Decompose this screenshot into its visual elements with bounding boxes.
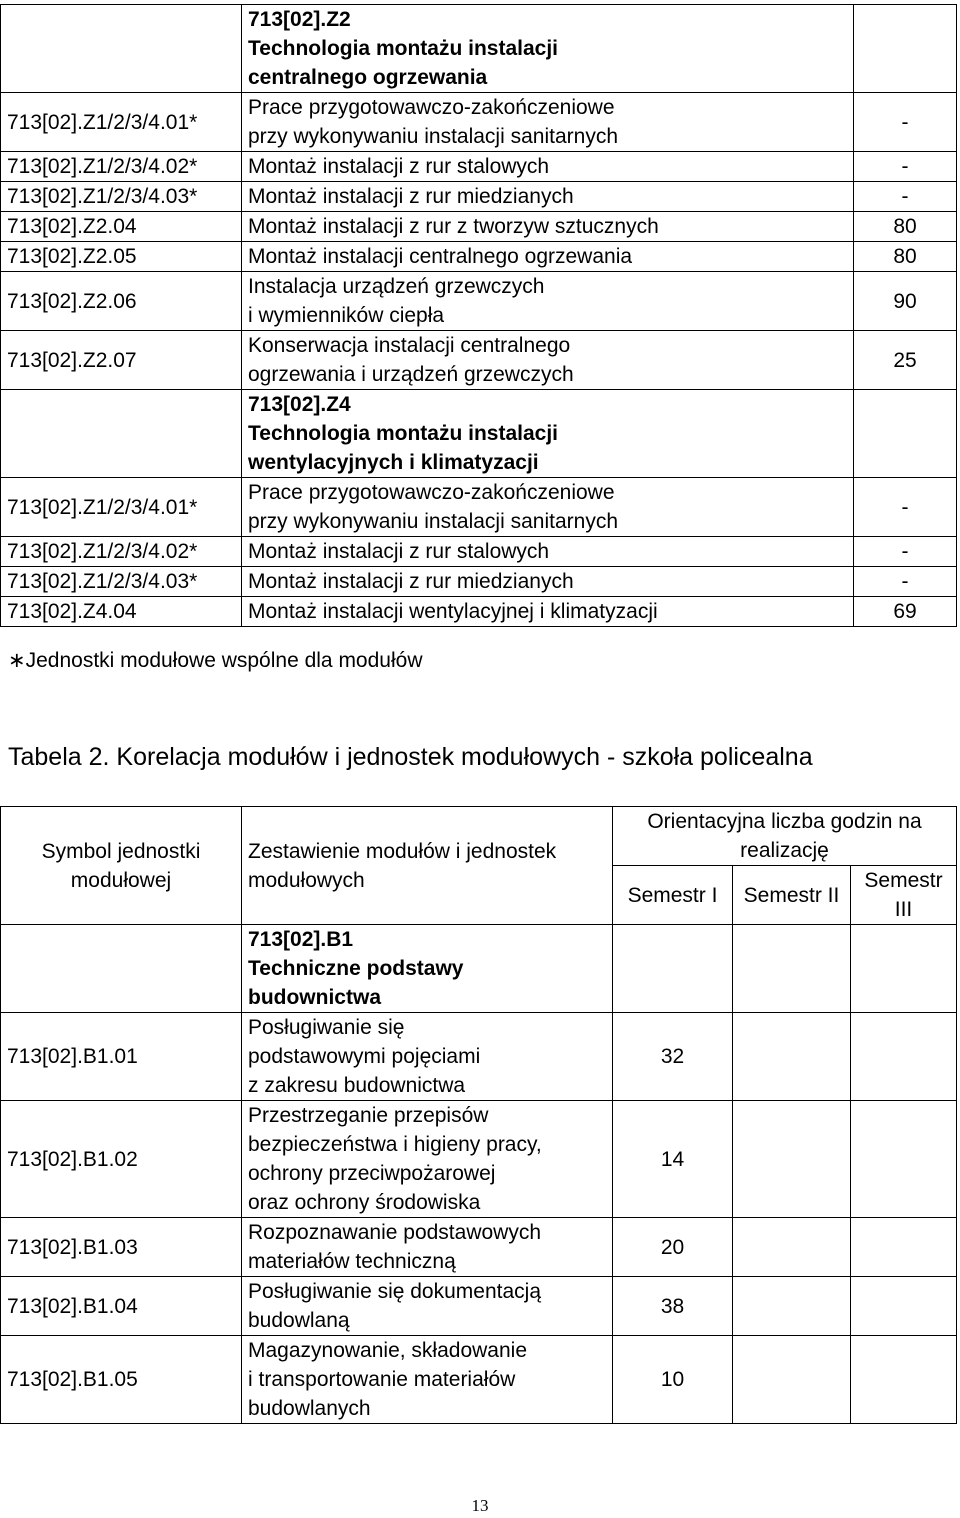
empty-cell xyxy=(613,925,733,1013)
sem2-hours xyxy=(733,1277,851,1336)
header-sem3: Semestr III xyxy=(851,866,957,925)
table-row xyxy=(1,1336,957,1424)
unit-name: Montaż instalacji z rur miedzianych xyxy=(242,182,854,212)
unit-hours: - xyxy=(854,567,957,597)
sem3-hours xyxy=(851,1218,957,1277)
unit-symbol: 713[02].Z1/2/3/4.02* xyxy=(1,537,242,567)
sem3-hours xyxy=(851,1013,957,1101)
unit-symbol: 713[02].Z1/2/3/4.03* xyxy=(1,567,242,597)
empty-cell xyxy=(733,925,851,1013)
empty-cell xyxy=(1,5,242,93)
correlation-table xyxy=(0,806,957,1424)
header-modules: Zestawienie modułów i jednostek modułowych xyxy=(242,807,613,925)
empty-cell xyxy=(854,390,957,478)
sem2-hours xyxy=(733,1013,851,1101)
unit-name: Posługiwanie się dokumentacją budowlaną xyxy=(242,1277,613,1336)
unit-name: Prace przygotowawczo-zakończeniowe przy wykonywaniu instalacji sanitarnych xyxy=(242,93,854,152)
unit-name: Przestrzeganie przepisów bezpieczeństwa i higieny pracy, ochrony przeciwpożarowej oraz ochrony środowiska xyxy=(242,1101,613,1218)
unit-hours: - xyxy=(854,93,957,152)
unit-hours: - xyxy=(854,182,957,212)
table-caption: Tabela 2. Korelacja modułów i jednostek modułowych - szkoła policealna xyxy=(8,743,813,771)
table-row xyxy=(1,1277,957,1336)
table-row xyxy=(1,537,957,567)
sem1-hours: 10 xyxy=(613,1336,733,1424)
empty-cell xyxy=(851,925,957,1013)
table-row xyxy=(1,1218,957,1277)
module-heading: 713[02].Z4 Technologia montażu instalacji wentylacyjnych i klimatyzacji xyxy=(242,390,854,478)
sem2-hours xyxy=(733,1336,851,1424)
unit-name: Magazynowanie, składowanie i transportowanie materiałów budowlanych xyxy=(242,1336,613,1424)
sem3-hours xyxy=(851,1336,957,1424)
sem1-hours: 38 xyxy=(613,1277,733,1336)
unit-name: Rozpoznawanie podstawowych materiałów techniczną xyxy=(242,1218,613,1277)
unit-symbol: 713[02].Z2.07 xyxy=(1,331,242,390)
unit-hours: 69 xyxy=(854,597,957,627)
table-row xyxy=(1,478,957,537)
header-row xyxy=(1,807,957,866)
header-sem2: Semestr II xyxy=(733,866,851,925)
table-row xyxy=(1,1013,957,1101)
table-row xyxy=(1,152,957,182)
header-symbol: Symbol jednostki modułowej xyxy=(1,807,242,925)
page-number: 13 xyxy=(471,1496,489,1515)
unit-hours: - xyxy=(854,152,957,182)
table-row xyxy=(1,182,957,212)
unit-name: Montaż instalacji z rur stalowych xyxy=(242,152,854,182)
sem3-hours xyxy=(851,1277,957,1336)
sem2-hours xyxy=(733,1218,851,1277)
unit-name: Konserwacja instalacji centralnego ogrzewania i urządzeń grzewczych xyxy=(242,331,854,390)
unit-hours: 80 xyxy=(854,242,957,272)
module-heading-row xyxy=(1,390,957,478)
unit-hours: 25 xyxy=(854,331,957,390)
sem2-hours xyxy=(733,1101,851,1218)
footnote: ∗Jednostki modułowe wspólne dla modułów xyxy=(8,649,423,672)
unit-hours: 80 xyxy=(854,212,957,242)
sem3-hours xyxy=(851,1101,957,1218)
module-heading-row xyxy=(1,5,957,93)
unit-symbol: 713[02].Z4.04 xyxy=(1,597,242,627)
table-row xyxy=(1,597,957,627)
unit-name: Montaż instalacji wentylacyjnej i klimatyzacji xyxy=(242,597,854,627)
unit-name: Montaż instalacji z rur miedzianych xyxy=(242,567,854,597)
table-row xyxy=(1,331,957,390)
unit-name: Instalacja urządzeń grzewczych i wymienników ciepła xyxy=(242,272,854,331)
unit-symbol: 713[02].Z1/2/3/4.03* xyxy=(1,182,242,212)
empty-cell xyxy=(1,390,242,478)
sem1-hours: 14 xyxy=(613,1101,733,1218)
unit-name: Montaż instalacji z rur stalowych xyxy=(242,537,854,567)
unit-symbol: 713[02].B1.02 xyxy=(1,1101,242,1218)
module-table-continued xyxy=(0,4,957,627)
unit-symbol: 713[02].Z1/2/3/4.02* xyxy=(1,152,242,182)
sem1-hours: 20 xyxy=(613,1218,733,1277)
table-row xyxy=(1,567,957,597)
table-row xyxy=(1,93,957,152)
unit-symbol: 713[02].Z2.04 xyxy=(1,212,242,242)
unit-symbol: 713[02].Z2.06 xyxy=(1,272,242,331)
sem1-hours: 32 xyxy=(613,1013,733,1101)
unit-symbol: 713[02].B1.01 xyxy=(1,1013,242,1101)
table-row xyxy=(1,1101,957,1218)
unit-symbol: 713[02].B1.04 xyxy=(1,1277,242,1336)
table-row xyxy=(1,242,957,272)
unit-symbol: 713[02].B1.05 xyxy=(1,1336,242,1424)
unit-hours: 90 xyxy=(854,272,957,331)
empty-cell xyxy=(1,925,242,1013)
unit-symbol: 713[02].Z1/2/3/4.01* xyxy=(1,478,242,537)
unit-symbol: 713[02].Z2.05 xyxy=(1,242,242,272)
unit-name: Montaż instalacji centralnego ogrzewania xyxy=(242,242,854,272)
empty-cell xyxy=(854,5,957,93)
unit-name: Montaż instalacji z rur z tworzyw sztucznych xyxy=(242,212,854,242)
module-heading: 713[02].Z2 Technologia montażu instalacji centralnego ogrzewania xyxy=(242,5,854,93)
table-row xyxy=(1,272,957,331)
module-heading: 713[02].B1 Techniczne podstawy budownictwa xyxy=(242,925,613,1013)
unit-name: Posługiwanie się podstawowymi pojęciami z zakresu budownictwa xyxy=(242,1013,613,1101)
unit-name: Prace przygotowawczo-zakończeniowe przy wykonywaniu instalacji sanitarnych xyxy=(242,478,854,537)
unit-hours: - xyxy=(854,537,957,567)
table-row xyxy=(1,212,957,242)
header-sem1: Semestr I xyxy=(613,866,733,925)
header-hours: Orientacyjna liczba godzin na realizację xyxy=(613,807,957,866)
unit-symbol: 713[02].B1.03 xyxy=(1,1218,242,1277)
unit-symbol: 713[02].Z1/2/3/4.01* xyxy=(1,93,242,152)
unit-hours: - xyxy=(854,478,957,537)
module-heading-row xyxy=(1,925,957,1013)
